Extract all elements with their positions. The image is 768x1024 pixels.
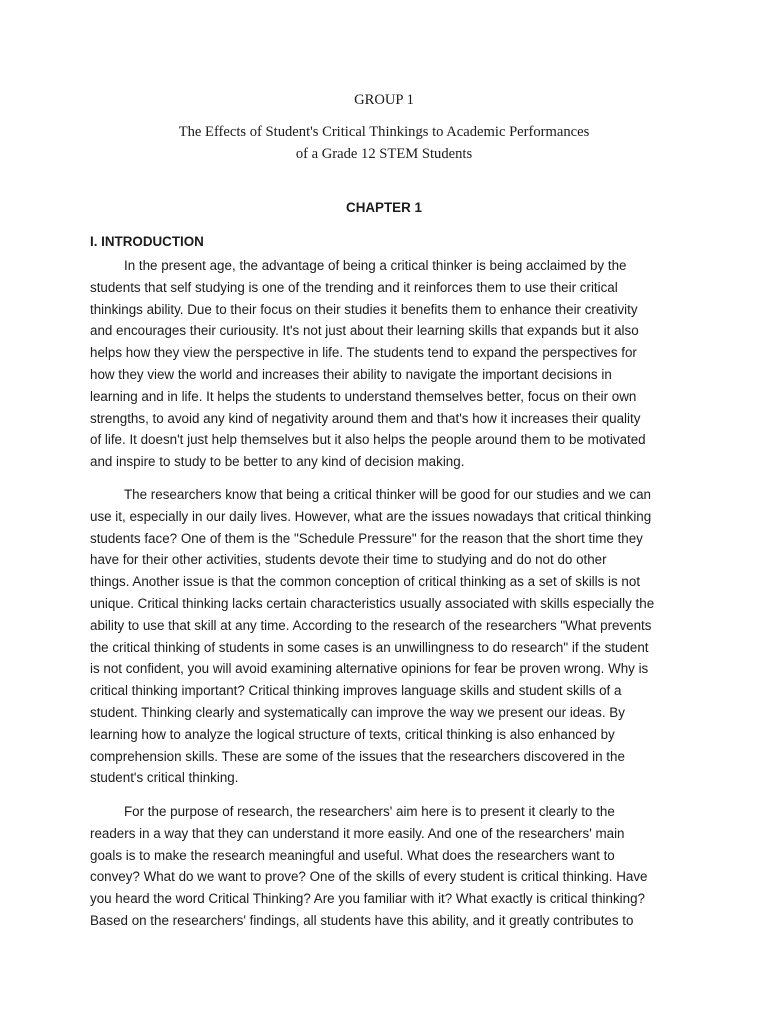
section-heading: I. INTRODUCTION bbox=[90, 234, 204, 249]
paragraph-line: convey? What do we want to prove? One of the skills of every student is critical thinking. Have bbox=[90, 869, 648, 885]
paragraph-line: learning and in life. It helps the students to understand themselves better, focus on their own bbox=[90, 388, 637, 404]
paragraph-line: learning how to analyze the logical structure of texts, critical thinking is also enhanced by bbox=[90, 726, 615, 742]
paragraph-line: student. Thinking clearly and systematically can improve the way we present our ideas. By bbox=[90, 704, 625, 720]
paragraph-line: have for their other activities, students devote their time to studying and do not do other bbox=[90, 552, 607, 568]
paragraph-line: students face? One of them is the "Schedule Pressure" for the reason that the short time they bbox=[90, 530, 643, 546]
paragraph-2 bbox=[90, 484, 690, 789]
paragraph-line: of life. It doesn't just help themselves but it also helps the people around them to be motivated bbox=[90, 432, 646, 448]
paragraph-line: students that self studying is one of the trending and it reinforces them to use their critical bbox=[90, 279, 618, 295]
paragraph-line: The researchers know that being a critical thinker will be good for our studies and we can bbox=[124, 487, 651, 502]
paragraph-line: For the purpose of research, the researchers' aim here is to present it clearly to the bbox=[124, 804, 615, 819]
title-line-1: The Effects of Student's Critical Thinkings to Academic Performances bbox=[178, 124, 590, 140]
paragraph-line: and inspire to study to be better to any kind of decision making. bbox=[90, 454, 465, 470]
paragraph-line: goals is to make the research meaningful and useful. What does the researchers want to bbox=[90, 847, 615, 863]
paragraph-line: use it, especially in our daily lives. However, what are the issues nowadays that critical thinking bbox=[90, 508, 652, 524]
paragraph-line: things. Another issue is that the common conception of critical thinking as a set of skills is not bbox=[90, 574, 641, 590]
paragraph-line: In the present age, the advantage of being a critical thinker is being acclaimed by the bbox=[124, 258, 627, 273]
paragraph-line: unique. Critical thinking lacks certain characteristics usually associated with skills especially the bbox=[90, 595, 655, 611]
paragraph-line: Based on the researchers' findings, all students have this ability, and it greatly contributes to bbox=[90, 912, 634, 928]
paragraph-line: the critical thinking of students in some cases is an unwillingness to do research" if the student bbox=[90, 639, 649, 655]
paragraph-line: ability to use that skill at any time. According to the research of the researchers "What prevents bbox=[90, 617, 652, 633]
title-line-2: of a Grade 12 STEM Students bbox=[295, 146, 473, 162]
paragraph-line: helps how they view the perspective in life. The students tend to expand the perspectives for bbox=[90, 345, 637, 361]
paragraph-line: readers in a way that they can understand it more easily. And one of the researchers' main bbox=[90, 825, 625, 841]
paragraph-line: how they view the world and increases their ability to navigate the important decisions in bbox=[90, 366, 612, 382]
paragraph-line: is not confident, you will avoid examining alternative opinions for fear be proven wrong. Why is bbox=[90, 661, 649, 677]
paragraph-line: critical thinking important? Critical thinking improves language skills and student skills of a bbox=[90, 683, 622, 699]
chapter-heading: CHAPTER 1 bbox=[346, 200, 422, 215]
paragraph-line: thinkings ability. Due to their focus on their studies it benefits them to enhance their creativity bbox=[90, 301, 638, 317]
paragraph-line: and encourages their curiousity. It's not just about their learning skills that expands but it also bbox=[90, 323, 639, 339]
paragraph-line: you heard the word Critical Thinking? Are you familiar with it? What exactly is critical thinking? bbox=[90, 891, 645, 907]
paragraph-line: student's critical thinking. bbox=[90, 770, 239, 786]
paragraph-line: comprehension skills. These are some of the issues that the researchers discovered in the bbox=[90, 748, 625, 764]
group-label: GROUP 1 bbox=[354, 92, 414, 108]
paragraph-3 bbox=[90, 801, 690, 932]
paragraph-1 bbox=[90, 255, 690, 473]
paragraph-line: strengths, to avoid any kind of negativity around them and that's how it increases their quality bbox=[90, 410, 641, 426]
